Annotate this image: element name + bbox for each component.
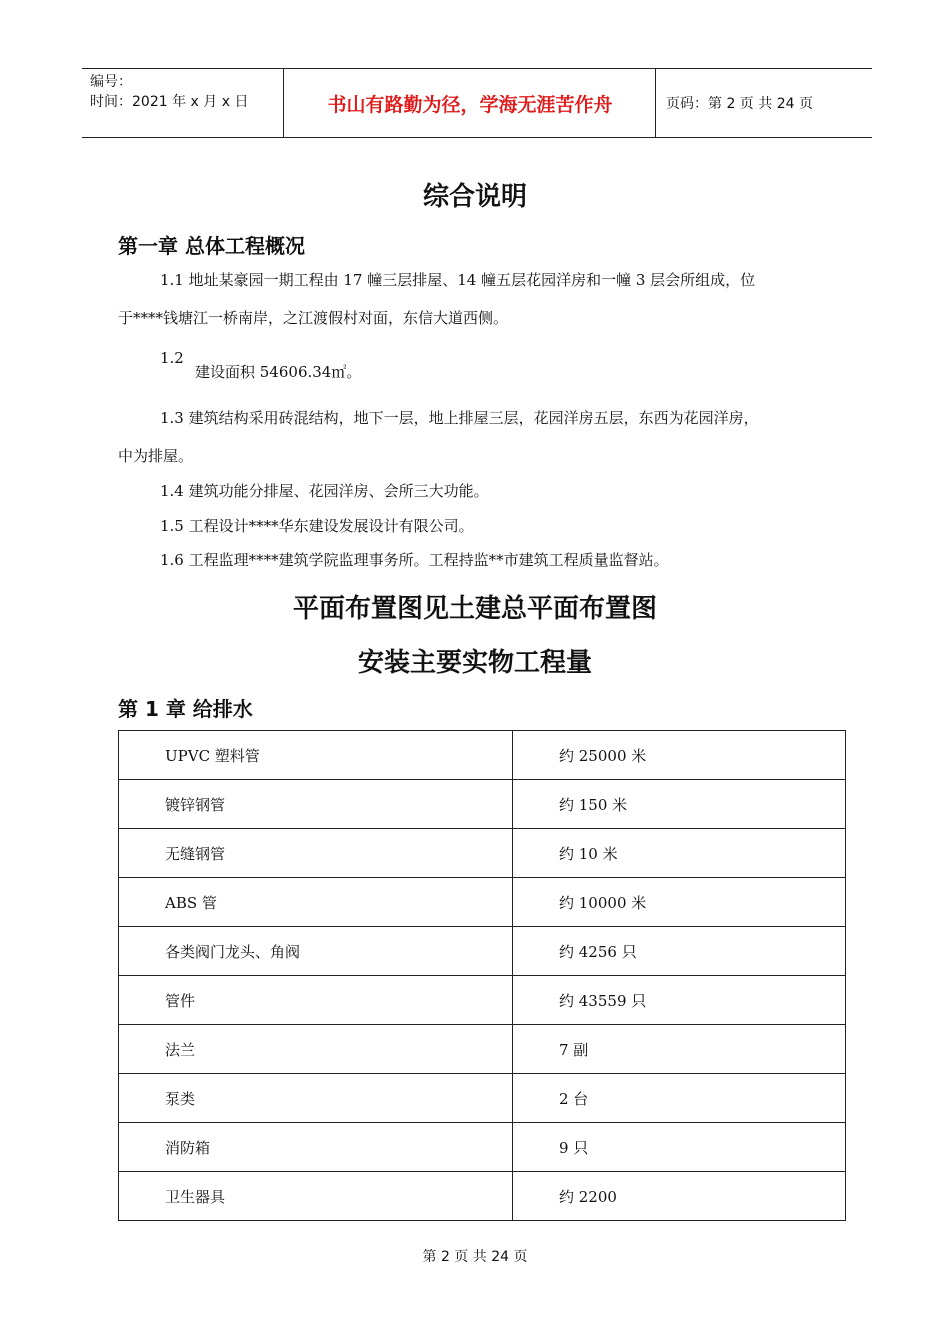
table-row bbox=[119, 1074, 846, 1123]
quantity-table bbox=[118, 730, 846, 1221]
item-quantity-cell: 约 2200 bbox=[513, 1172, 846, 1221]
item-name-cell: ABS 管 bbox=[119, 878, 513, 927]
header-page-info: 页码：第 2 页 共 24 页 bbox=[666, 96, 813, 112]
chapter-heading-water: 第 1 章 给排水 bbox=[118, 697, 253, 721]
paragraph-1-4: 1.4 建筑功能分排屋、花园洋房、会所三大功能。 bbox=[160, 482, 489, 500]
item-name-cell: 消防箱 bbox=[119, 1123, 513, 1172]
item-name-cell: 法兰 bbox=[119, 1025, 513, 1074]
table-row bbox=[119, 1123, 846, 1172]
section-title-layout: 平面布置图见土建总平面布置图 bbox=[292, 594, 657, 624]
paragraph-1-2-text: 建设面积 54606.34㎡。 bbox=[195, 363, 362, 381]
page-header bbox=[82, 68, 872, 138]
table-row bbox=[119, 927, 846, 976]
table-row bbox=[119, 829, 846, 878]
time-label: 时间：2021 年 x 月 x 日 bbox=[90, 94, 249, 110]
paragraph-1-2-number: 1.2 bbox=[160, 349, 184, 367]
section-title-quantities: 安装主要实物工程量 bbox=[357, 648, 592, 678]
item-name-cell: 各类阀门龙头、角阀 bbox=[119, 927, 513, 976]
page-footer: 第 2 页 共 24 页 bbox=[422, 1249, 528, 1265]
paragraph-1-1-line-2: 于****钱塘江一桥南岸，之江渡假村对面，东信大道西侧。 bbox=[118, 309, 509, 327]
item-name-cell: 无缝钢管 bbox=[119, 829, 513, 878]
item-quantity-cell: 约 10000 米 bbox=[513, 878, 846, 927]
table-row bbox=[119, 780, 846, 829]
item-quantity-cell: 2 台 bbox=[513, 1074, 846, 1123]
item-name-cell: UPVC 塑料管 bbox=[119, 731, 513, 780]
item-quantity-cell: 7 副 bbox=[513, 1025, 846, 1074]
table-row bbox=[119, 878, 846, 927]
document-title: 综合说明 bbox=[422, 182, 527, 212]
paragraph-1-1-line-1: 1.1 地址某豪园一期工程由 17 幢三层排屋、14 幢五层花园洋房和一幢 3 层会所组成，位 bbox=[160, 271, 756, 289]
item-quantity-cell: 约 25000 米 bbox=[513, 731, 846, 780]
header-motto: 书山有路勤为径，学海无涯苦作舟 bbox=[285, 69, 656, 137]
item-name-cell: 泵类 bbox=[119, 1074, 513, 1123]
table-row bbox=[119, 1172, 846, 1221]
item-quantity-cell: 约 150 米 bbox=[513, 780, 846, 829]
item-quantity-cell: 9 只 bbox=[513, 1123, 846, 1172]
number-label: 编号： bbox=[90, 74, 132, 90]
item-name-cell: 镀锌钢管 bbox=[119, 780, 513, 829]
paragraph-1-3-line-1: 1.3 建筑结构采用砖混结构，地下一层，地上排屋三层，花园洋房五层，东西为花园洋房， bbox=[160, 409, 759, 427]
header-meta bbox=[82, 69, 284, 137]
item-quantity-cell: 约 4256 只 bbox=[513, 927, 846, 976]
chapter-heading: 第一章 总体工程概况 bbox=[118, 234, 305, 258]
table-row bbox=[119, 731, 846, 780]
item-name-cell: 卫生器具 bbox=[119, 1172, 513, 1221]
table-row bbox=[119, 976, 846, 1025]
item-quantity-cell: 约 43559 只 bbox=[513, 976, 846, 1025]
paragraph-1-6: 1.6 工程监理****建筑学院监理事务所。工程持监**市建筑工程质量监督站。 bbox=[160, 551, 669, 569]
paragraph-1-3-line-2: 中为排屋。 bbox=[118, 447, 194, 465]
item-quantity-cell: 约 10 米 bbox=[513, 829, 846, 878]
table-row bbox=[119, 1025, 846, 1074]
item-name-cell: 管件 bbox=[119, 976, 513, 1025]
paragraph-1-5: 1.5 工程设计****华东建设发展设计有限公司。 bbox=[160, 517, 474, 535]
